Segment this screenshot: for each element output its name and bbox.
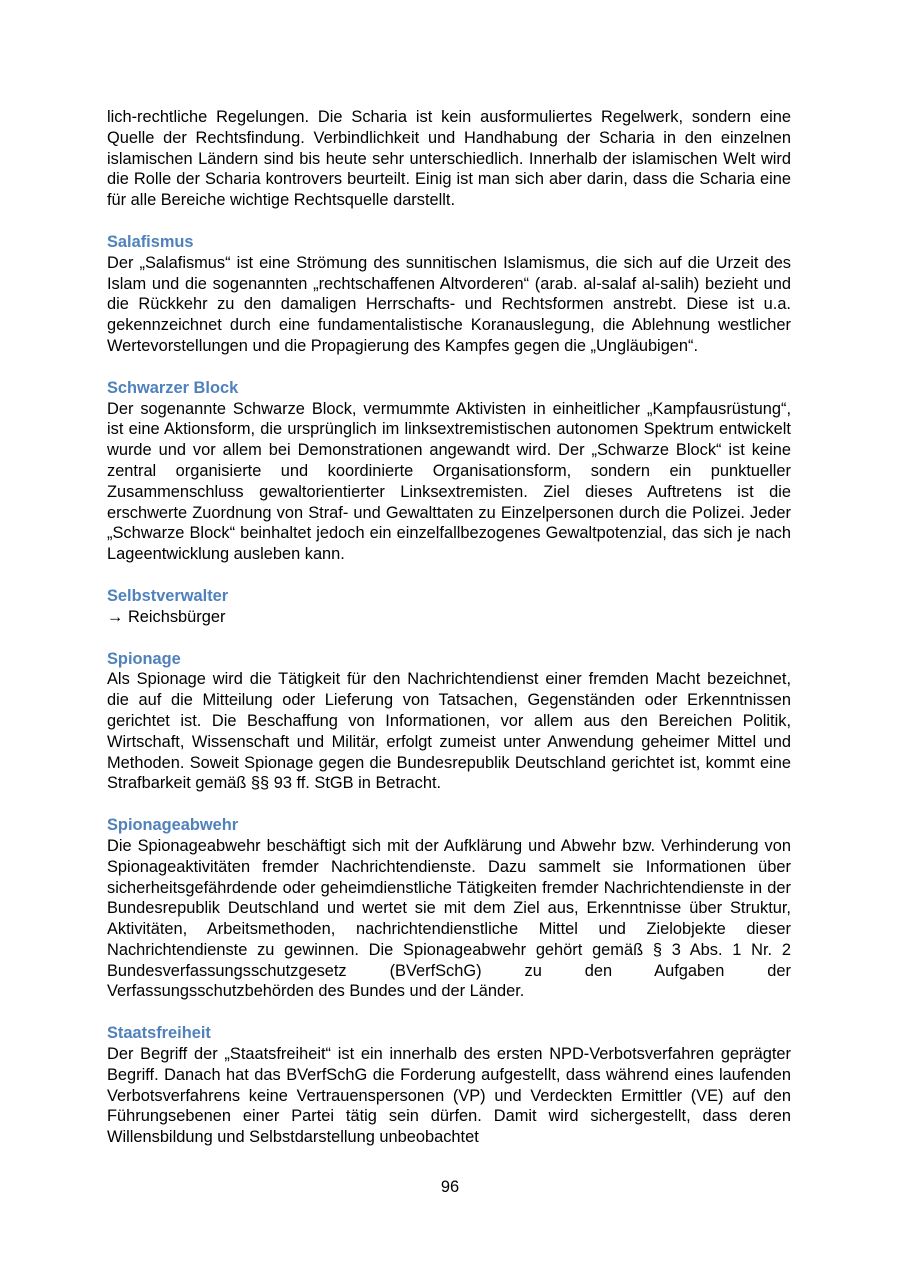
entry-staatsfreiheit	[107, 1023, 791, 1148]
intro-paragraph: lich-rechtliche Regelungen. Die Scharia ist kein ausformuliertes Regelwerk, sondern eine Quelle der Rechtsfindung. Verbindlichkeit und Handhabung der Scharia in den einzelnen islamischen Ländern sind bis heute sehr unterschiedlich. Innerhalb der islamischen Welt wird die Rolle der Scharia kontrovers beurteilt. Einig ist man sich aber darin, dass die Scharia eine für alle Bereiche wichtige Rechtsquelle darstellt.	[107, 108, 791, 210]
entry-salafismus	[107, 232, 791, 357]
entry-cross-reference: → Reichsbürger	[107, 607, 226, 626]
page-number: 96	[440, 1178, 460, 1196]
entry-schwarzer-block	[107, 378, 791, 565]
entry-selbstverwalter	[107, 586, 791, 628]
entry-text: Die Spionageabwehr beschäftigt sich mit der Aufklärung und Abwehr bzw. Verhinderung von Spionageaktivitäten fremder Nachrichtendienste. Dazu sammelt sie Informationen über sicherheitsgefährdende oder geheimdienstliche Tätigkeiten fremder Nachrichtendienste in der Bundesrepublik Deutschland und wertet sie mit dem Ziel aus, Erkenntnisse über Struktur, Aktivitäten, Arbeitsmethoden, nachrichtendienstliche Mittel und Zielobjekte dieser Nachrichtendienste zu gewinnen. Die Spionageabwehr gehört gemäß § 3 Abs. 1 Nr. 2 Bundesverfassungsschutzgesetz (BVerfSchG) zu den Aufgaben der Verfassungsschutzbehörden des Bundes und der Länder.	[107, 836, 791, 1001]
entry-heading: Spionageabwehr	[107, 816, 239, 835]
entry-spionageabwehr	[107, 815, 791, 1002]
entry-heading: Spionage	[107, 649, 181, 668]
entry-text: Der „Salafismus“ ist eine Strömung des sunnitischen Islamismus, die sich auf die Urzeit des Islam und die sogenannten „rechtschaffenen Altvorderen“ (arab. al-salaf al-salih) bezieht und die Rückkehr zu den damaligen Herrschafts- und Rechtsformen anstrebt. Diese ist u.a. gekennzeichnet durch eine fundamentalistische Koranauslegung, die Ablehnung westlicher Wertevorstellungen und die Propagierung des Kampfes gegen die „Ungläubigen“.	[107, 253, 791, 355]
entry-heading: Schwarzer Block	[107, 378, 239, 397]
entry-heading: Selbstverwalter	[107, 586, 229, 605]
entry-text: Als Spionage wird die Tätigkeit für den Nachrichtendienst einer fremden Macht bezeichnet, die auf die Mitteilung oder Lieferung von Tatsachen, Gegenständen oder Erkenntnissen gerichtet ist. Die Beschaffung von Informationen, vor allem aus den Bereichen Politik, Wirtschaft, Wissenschaft und Militär, erfolgt zumeist unter Anwendung geheimer Mittel und Methoden. Soweit Spionage gegen die Bundesrepublik Deutschland gerichtet ist, kommt eine Strafbarkeit gemäß §§ 93 ff. StGB in Betracht.	[107, 670, 791, 793]
entry-text: Der sogenannte Schwarze Block, vermummte Aktivisten in einheitlicher „Kampfausrüstung“, ist eine Aktionsform, die ursprünglich im linksextremistischen autonomen Spektrum entwickelt wurde und vor allem bei Demonstrationen angewandt wird. Der „Schwarze Block“ ist keine zentral organisierte und koordinierte Organisationsform, sondern ein punktueller Zusammenschluss gewaltorientierter Linksextremisten. Ziel dieses Auftretens ist die erschwerte Zuordnung von Straf- und Gewalttaten zu Einzelpersonen durch die Polizei. Jeder „Schwarze Block“ beinhaltet jedoch ein einzelfallbezogenes Gewaltpotenzial, das sich je nach Lageentwicklung ausleben kann.	[107, 399, 791, 564]
entry-heading: Salafismus	[107, 232, 194, 251]
entry-text: Der Begriff der „Staatsfreiheit“ ist ein innerhalb des ersten NPD-Verbotsverfahren geprägter Begriff. Danach hat das BVerfSchG die Forderung aufgestellt, dass während eines laufenden Verbotsverfahrens keine Vertrauenspersonen (VP) und Verdeckten Ermittler (VE) auf den Führungsebenen einer Partei tätig sein dürfen. Damit wird sichergestellt, dass deren Willensbildung und Selbstdarstellung unbeobachtet	[107, 1045, 791, 1147]
entry-spionage	[107, 649, 791, 795]
page-content	[107, 107, 791, 1148]
entry-heading: Staatsfreiheit	[107, 1024, 211, 1043]
